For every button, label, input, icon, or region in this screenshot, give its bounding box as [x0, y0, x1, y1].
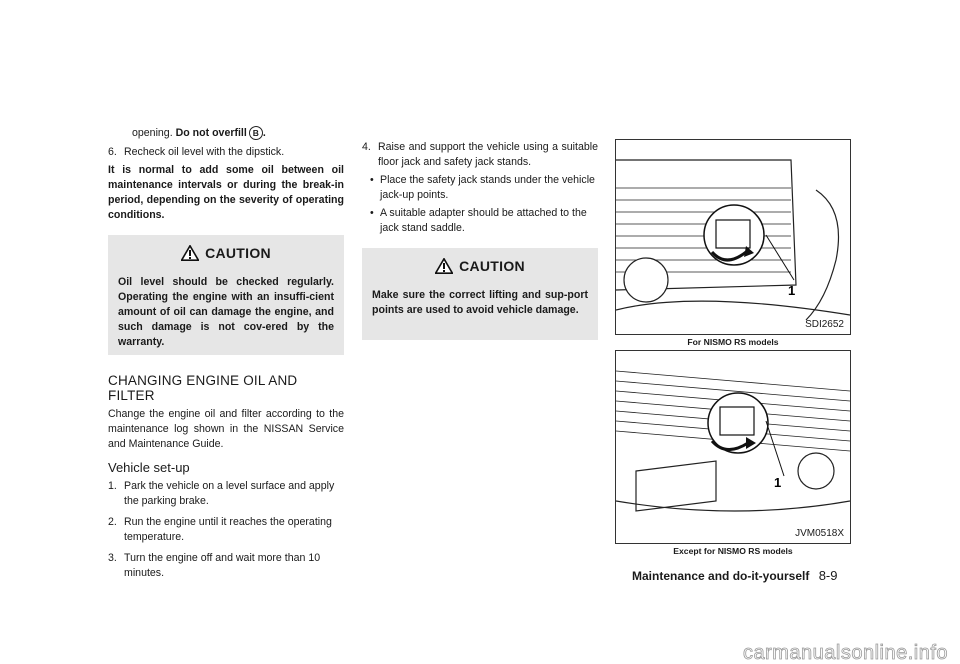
middle-column	[362, 140, 598, 340]
bullet-dot-icon: •	[370, 207, 374, 219]
watermark-text: carmanualsonline.info	[742, 642, 948, 664]
figure-caption: For NISMO RS models	[687, 337, 779, 347]
figure-except-nismo-rs	[615, 350, 851, 544]
setup-step: 3. Turn the engine off and wait more than 10 minutes.	[108, 552, 321, 579]
footer-section: Maintenance and do-it-yourself	[632, 569, 810, 583]
warning-triangle-icon	[435, 258, 453, 274]
setup-steps	[108, 479, 344, 581]
subsection-title: Vehicle set-up	[108, 460, 190, 475]
callout-1: 1	[774, 475, 782, 490]
figure-caption: Except for NISMO RS models	[673, 546, 793, 556]
setup-step: 1. Park the vehicle on a level surface and apply the parking brake.	[108, 480, 335, 507]
bullet-item: • Place the safety jack stands under the vehicle jack-up points.	[370, 174, 595, 201]
caution-text: Make sure the correct lifting and sup-port points are used to avoid vehicle damage.	[372, 289, 588, 316]
bullet-item: • A suitable adapter should be attached to the jack stand saddle.	[370, 207, 587, 234]
watermark	[0, 640, 960, 664]
section-paragraph: Change the engine oil and filter according to the maintenance log shown in the NISSAN Service and Maintenance Guide.	[108, 408, 344, 450]
overfill-line: opening. Do not overfill B .	[132, 127, 266, 139]
callout-1: 1	[788, 283, 796, 298]
engine-illustration	[616, 140, 850, 334]
section-title: CHANGING ENGINE OIL AND FILTER	[108, 373, 298, 403]
bullet-dot-icon: •	[370, 174, 374, 186]
engine-illustration	[616, 351, 850, 543]
page-footer	[632, 568, 838, 583]
footer-page-number: 8-9	[818, 568, 838, 583]
step-4: 4. Raise and support the vehicle using a suitable floor jack and safety jack stands.	[362, 141, 598, 168]
warning-triangle-icon	[181, 245, 199, 261]
caution-text: Oil level should be checked regularly. Operating the engine with an insuffi-cient amount of oil can damage the engine, and such damage is not cov-ered by the warranty.	[118, 276, 334, 348]
setup-step: 2. Run the engine until it reaches the operating temperature.	[108, 516, 332, 543]
step-6: 6. Recheck oil level with the dipstick.	[108, 146, 285, 158]
left-column	[108, 126, 344, 581]
caution-box-lifting	[362, 248, 598, 340]
figure-nismo-rs	[615, 139, 851, 335]
callout-b-badge: B	[249, 126, 263, 140]
figure-code: SDI2652	[805, 319, 844, 330]
caution-header: CAUTION	[362, 258, 598, 274]
figure-code: JVM0518X	[795, 528, 844, 539]
oil-note-paragraph: It is normal to add some oil between oil maintenance intervals or during the break-in period, depending on the severity of operating conditions.	[108, 164, 344, 221]
caution-box-oil	[108, 235, 344, 355]
caution-header: CAUTION	[108, 245, 344, 261]
